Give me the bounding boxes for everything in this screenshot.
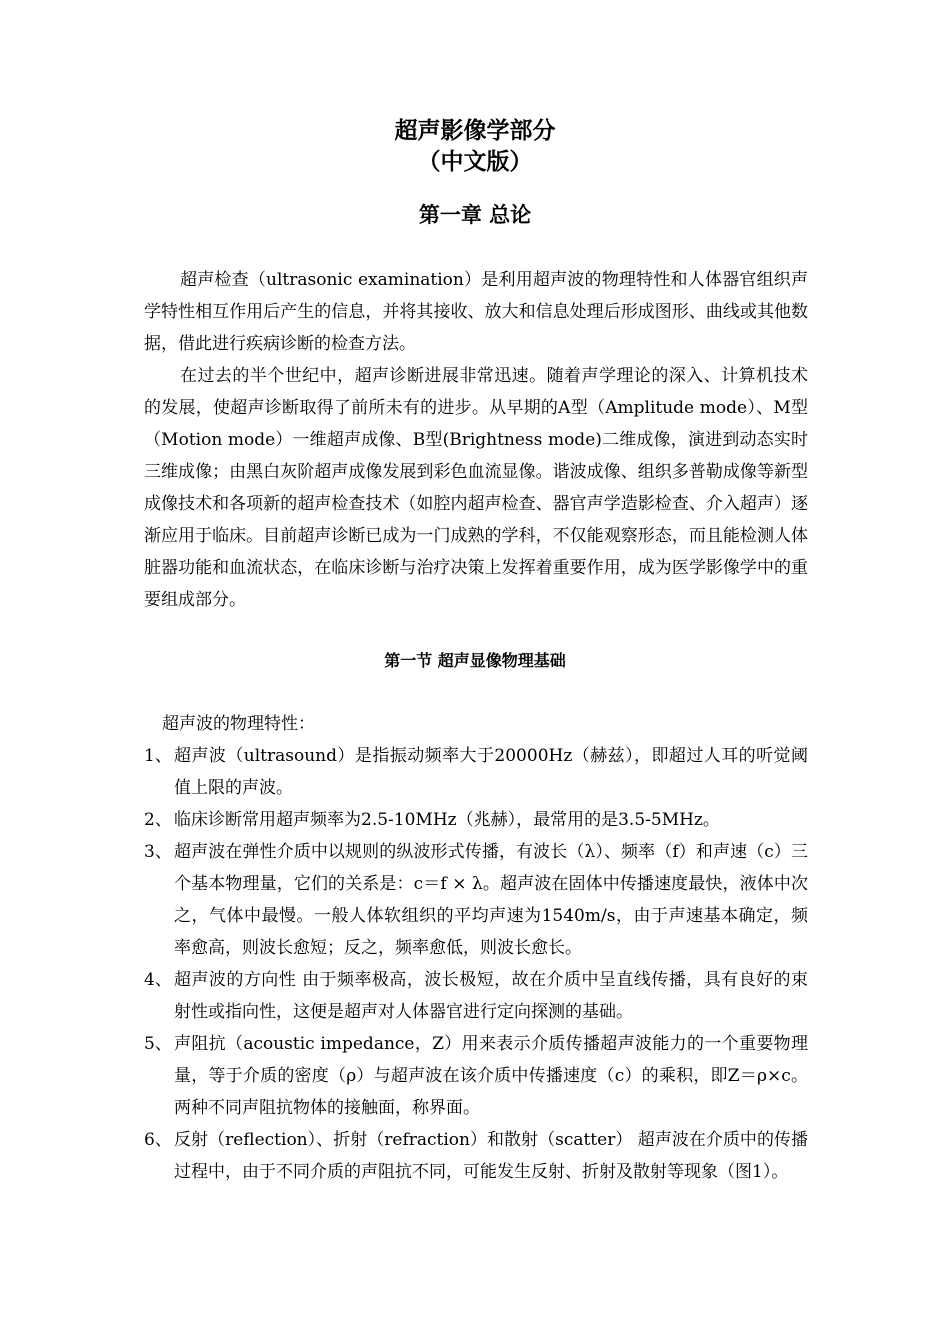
list-text: 临床诊断常用超声频率为2.5-10MHz（兆赫），最常用的是3.5-5MHz。 xyxy=(174,810,720,830)
list-number: 1、 xyxy=(144,746,172,766)
document-title: 超声影像学部分 xyxy=(394,117,556,144)
chapter-heading: 第一章 总论 xyxy=(418,202,532,227)
history-paragraph: 在过去的半个世纪中，超声诊断进展非常迅速。随着声学理论的深入、计算机技术的发展，使超声诊断取得了前所未有的进步。从早期的A型（Amplitude mode）、M型（Motion mode）一维超声成像、B型(Brightness mode)二维成像，演进到动态实时三维成像；由黑白灰阶超声成像发展到彩色血流显像。谐波成像、组织多普勒成像等新型成像技术和各项新的超声检查技术（如腔内超声检查、器官声学造影检查、介入超声）逐渐应用于临床。目前超声诊断已成为一门成熟的学科，不仅能观察形态，而且能检测人体脏器功能和血流状态，在临床诊断与治疗决策上发挥着重要作用，成为医学影像学中的重要组成部分。 xyxy=(144,366,808,610)
list-item xyxy=(144,1124,808,1188)
list-text: 超声波的方向性 由于频率极高，波长极短，故在介质中呈直线传播，具有良好的束射性或指向性，这便是超声对人体器官进行定向探测的基础。 xyxy=(174,970,808,1022)
property-list xyxy=(144,740,808,1188)
intro-paragraph: 超声检查（ultrasonic examination）是利用超声波的物理特性和人体器官组织声学特性相互作用后产生的信息，并将其接收、放大和信息处理后形成图形、曲线或其他数据，借此进行疾病诊断的检查方法。 xyxy=(144,270,808,354)
document-subtitle: （中文版） xyxy=(417,148,533,175)
list-text: 反射（reflection）、折射（refraction）和散射（scatter） 超声波在介质中的传播过程中，由于不同介质的声阻抗不同，可能发生反射、折射及散射等现象（图1）。 xyxy=(174,1130,808,1182)
list-item xyxy=(144,836,808,964)
list-number: 6、 xyxy=(144,1130,172,1150)
list-item xyxy=(144,804,808,836)
list-number: 3、 xyxy=(144,842,172,862)
list-item xyxy=(144,964,808,1028)
list-text: 声阻抗（acoustic impedance，Z）用来表示介质传播超声波能力的一个重要物理量，等于介质的密度（ρ）与超声波在该介质中传播速度（c）的乘积，即Z＝ρ×c。两种不同声阻抗物体的接触面，称界面。 xyxy=(174,1034,808,1118)
section-heading: 第一节 超声显像物理基础 xyxy=(384,651,566,670)
list-text: 超声波在弹性介质中以规则的纵波形式传播，有波长（λ）、频率（f）和声速（c）三个基本物理量，它们的关系是：c＝f × λ。超声波在固体中传播速度最快，液体中次之，气体中最慢。一般人体软组织的平均声速为1540m/s，由于声速基本确定，频率愈高，则波长愈短；反之，频率愈低，则波长愈长。 xyxy=(174,842,808,958)
list-number: 4、 xyxy=(144,970,172,990)
list-item xyxy=(144,740,808,804)
list-number: 2、 xyxy=(144,810,172,830)
list-item xyxy=(144,1028,808,1124)
list-number: 5、 xyxy=(144,1034,172,1054)
list-text: 超声波（ultrasound）是指振动频率大于20000Hz（赫兹），即超过人耳的听觉阈值上限的声波。 xyxy=(174,746,808,798)
list-intro: 超声波的物理特性： xyxy=(162,714,315,734)
